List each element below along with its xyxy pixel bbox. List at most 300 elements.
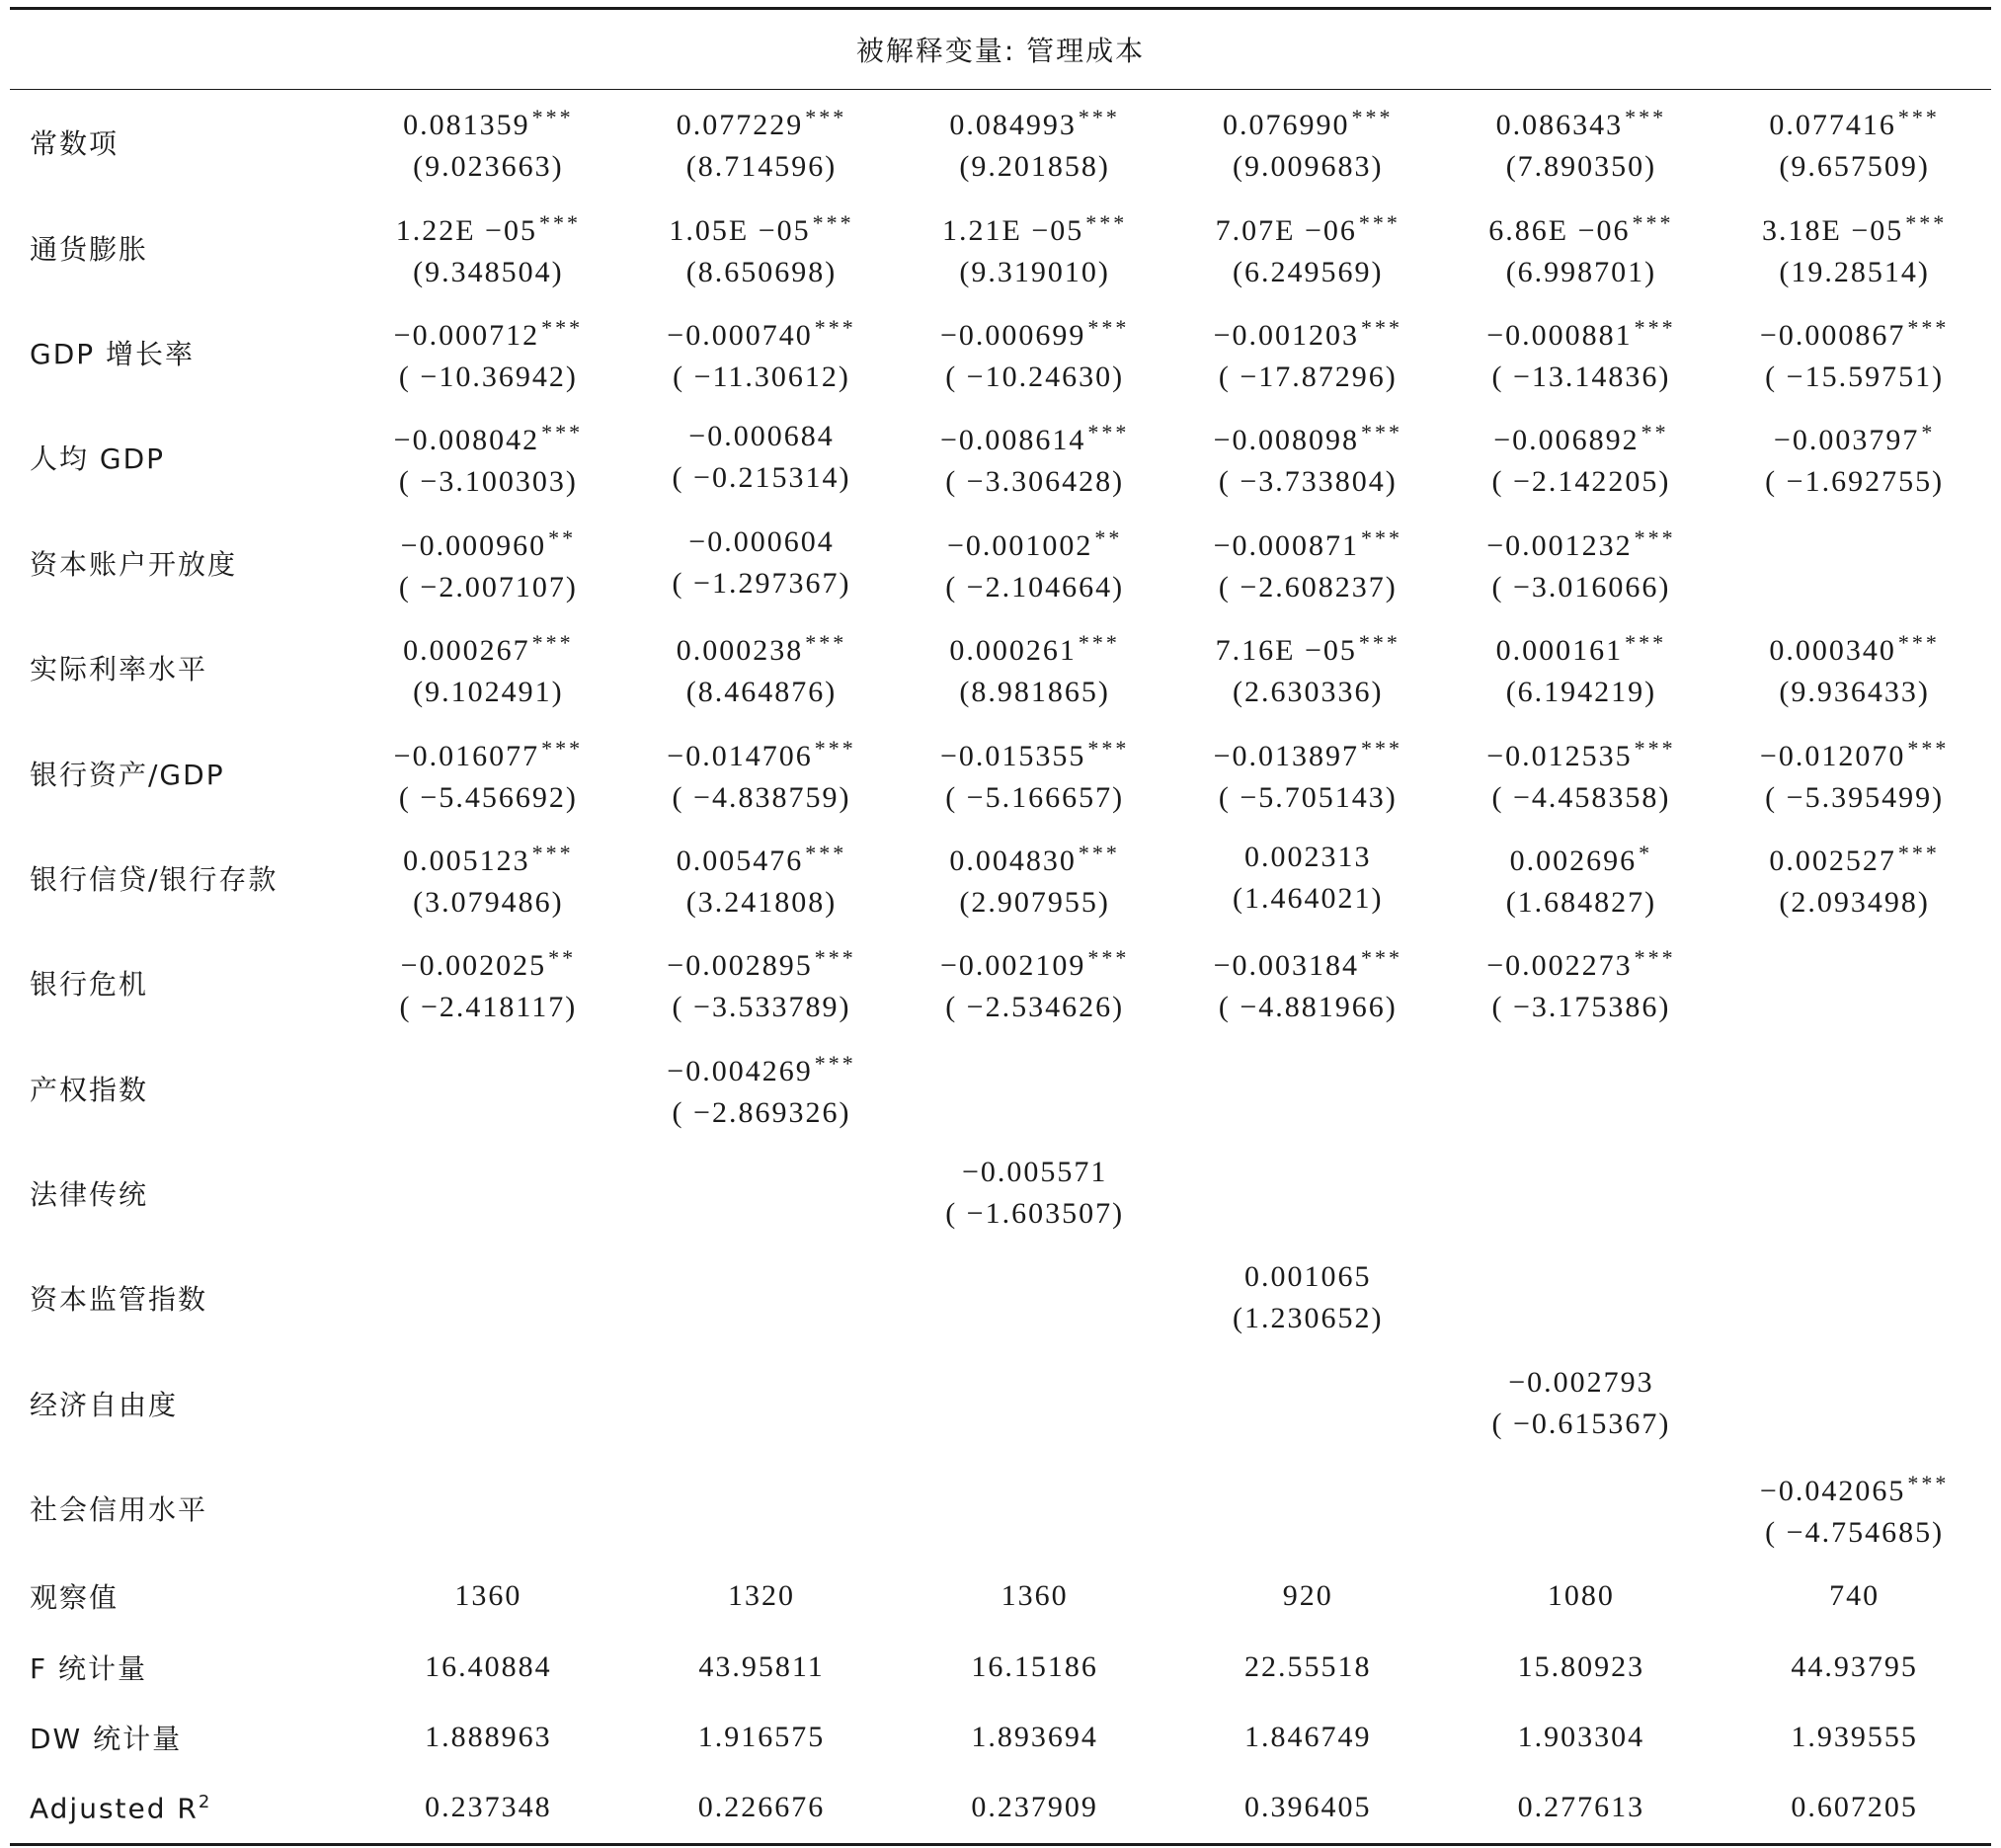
coefficient-cell xyxy=(352,195,625,299)
coefficient-line xyxy=(1171,412,1445,461)
statistic-value: 1.888963 xyxy=(425,1720,552,1753)
statistic-value: 1.939555 xyxy=(1791,1720,1918,1753)
significance-stars: ** xyxy=(1094,524,1123,550)
significance-stars: *** xyxy=(538,209,581,235)
t-statistic: ( −3.016066) xyxy=(1491,570,1671,603)
significance-stars: *** xyxy=(1634,735,1676,761)
coefficient-cell xyxy=(1445,511,1719,615)
coefficient-cell xyxy=(352,511,625,615)
row-label: 资本账户开放度 xyxy=(30,547,238,581)
coefficient-cell xyxy=(1718,1141,1991,1245)
row-label-text: Adjusted R xyxy=(30,1792,199,1824)
significance-stars: *** xyxy=(531,840,574,865)
row-label: 通货膨胀 xyxy=(30,232,149,266)
coefficient-value: −0.003184 xyxy=(1213,949,1359,983)
coefficient-value: 0.086343 xyxy=(1495,109,1624,142)
row-label: 人均 GDP xyxy=(30,442,166,476)
coefficient-value: −0.000604 xyxy=(688,524,835,558)
statistic-value: 1.846749 xyxy=(1244,1720,1372,1753)
coefficient-line xyxy=(1171,622,1445,672)
coefficient-cell xyxy=(352,930,625,1035)
significance-stars: *** xyxy=(1897,840,1940,865)
coefficient-cell xyxy=(1445,90,1719,196)
significance-stars: *** xyxy=(814,314,856,340)
coefficient-line xyxy=(625,937,899,987)
t-statistic: ( −1.603507) xyxy=(945,1197,1125,1231)
coefficient-cell xyxy=(352,90,625,196)
coefficient-value: −0.000740 xyxy=(667,318,813,352)
significance-stars: *** xyxy=(1087,945,1130,971)
coefficient-line xyxy=(898,833,1171,882)
coefficient-line xyxy=(625,728,899,777)
coefficient-line xyxy=(1171,518,1445,567)
significance-stars: *** xyxy=(1907,314,1950,340)
significance-stars: *** xyxy=(1078,630,1120,656)
coefficient-line xyxy=(898,307,1171,357)
coefficient-line xyxy=(625,97,899,146)
coefficient-cell xyxy=(352,1351,625,1456)
significance-stars: *** xyxy=(531,105,574,130)
row-label-text: 观察值 xyxy=(30,1581,120,1615)
coefficient-cell xyxy=(625,826,899,930)
coefficient-value: −0.000867 xyxy=(1759,318,1906,352)
t-statistic: (2.093498) xyxy=(1779,885,1930,919)
coefficient-cell xyxy=(1718,1351,1991,1456)
coefficient-cell xyxy=(625,511,899,615)
statistic-value: 0.237348 xyxy=(352,1773,625,1845)
t-statistic: ( −2.534626) xyxy=(945,991,1125,1024)
coefficient-cell xyxy=(1718,930,1991,1035)
row-label: 法律传统 xyxy=(30,1178,149,1212)
t-statistic: (1.684827) xyxy=(1505,885,1657,919)
coefficient-value: −0.002793 xyxy=(1508,1365,1654,1399)
row-label: 银行资产/GDP xyxy=(30,758,225,791)
coefficient-value: −0.002025 xyxy=(400,949,547,983)
coefficient-cell xyxy=(352,1456,625,1561)
significance-stars: * xyxy=(1921,420,1936,445)
significance-stars: *** xyxy=(1087,420,1130,445)
coefficient-value: −0.015355 xyxy=(939,739,1086,772)
coefficient-cell xyxy=(1718,405,1991,510)
coefficient-cell xyxy=(898,511,1171,615)
significance-stars: *** xyxy=(1634,945,1676,971)
significance-stars: *** xyxy=(1087,314,1130,340)
coefficient-cell xyxy=(1445,720,1719,825)
coefficient-cell xyxy=(898,1036,1171,1141)
coefficient-value: −0.042065 xyxy=(1759,1475,1906,1508)
t-statistic: ( −4.838759) xyxy=(672,780,851,814)
significance-stars: *** xyxy=(1625,630,1667,656)
coefficient-line xyxy=(1718,412,1991,461)
t-statistic: (2.907955) xyxy=(959,885,1110,919)
coefficient-value: 0.000161 xyxy=(1495,634,1624,668)
coefficient-cell xyxy=(898,1456,1171,1561)
coefficient-value: −0.012535 xyxy=(1486,739,1633,772)
t-statistic: ( −5.456692) xyxy=(398,780,578,814)
row-label-superscript: 2 xyxy=(198,1791,212,1812)
coefficient-cell xyxy=(1445,826,1719,930)
significance-stars: *** xyxy=(1907,735,1950,761)
t-statistic: (1.464021) xyxy=(1233,881,1384,915)
table-header-row xyxy=(10,9,1991,90)
coefficient-value: −0.016077 xyxy=(393,739,540,772)
coefficient-line xyxy=(352,728,625,777)
coefficient-cell xyxy=(1718,615,1991,720)
coefficient-line xyxy=(625,522,899,563)
coefficient-row xyxy=(10,1141,1991,1245)
coefficient-cell xyxy=(1171,1036,1445,1141)
t-statistic: ( −1.692755) xyxy=(1765,465,1945,499)
coefficient-line xyxy=(1445,307,1719,357)
row-label: 社会信用水平 xyxy=(30,1493,208,1527)
coefficient-line xyxy=(352,202,625,252)
coefficient-cell xyxy=(1171,195,1445,299)
row-label xyxy=(10,1632,352,1702)
statistic-value: 22.55518 xyxy=(1244,1649,1372,1683)
coefficient-value: 7.16E −05 xyxy=(1215,634,1357,668)
significance-stars: *** xyxy=(1905,209,1948,235)
significance-stars: *** xyxy=(1361,945,1402,971)
coefficient-value: −0.008042 xyxy=(393,424,540,457)
coefficient-value: 1.21E −05 xyxy=(942,213,1084,247)
t-statistic: ( −10.36942) xyxy=(398,360,578,393)
coefficient-cell xyxy=(352,1036,625,1141)
coefficient-value: −0.002895 xyxy=(667,949,813,983)
significance-stars: *** xyxy=(1085,209,1128,235)
coefficient-line xyxy=(1445,1362,1719,1404)
row-label: 产权指数 xyxy=(30,1073,149,1106)
row-label xyxy=(10,1773,352,1845)
significance-stars: * xyxy=(1639,840,1653,865)
t-statistic: ( −5.705143) xyxy=(1218,780,1398,814)
t-statistic: ( −13.14836) xyxy=(1491,360,1671,393)
coefficient-row xyxy=(10,1245,1991,1350)
significance-stars: *** xyxy=(1634,314,1676,340)
t-statistic: (2.630336) xyxy=(1233,676,1384,709)
t-statistic: (9.023663) xyxy=(413,150,564,184)
coefficient-value: −0.013897 xyxy=(1213,739,1359,772)
t-statistic: ( −4.458358) xyxy=(1491,780,1671,814)
t-statistic: ( −2.007107) xyxy=(398,570,578,603)
coefficient-cell xyxy=(1718,300,1991,405)
significance-stars: *** xyxy=(814,1050,856,1076)
coefficient-cell xyxy=(1718,720,1991,825)
significance-stars: *** xyxy=(1078,105,1120,130)
t-statistic: (8.714596) xyxy=(685,150,838,184)
coefficient-cell xyxy=(625,1456,899,1561)
coefficient-value: −0.000684 xyxy=(688,420,835,453)
coefficient-value: 0.002313 xyxy=(1244,840,1372,873)
coefficient-cell xyxy=(625,300,899,405)
coefficient-value: 0.077416 xyxy=(1769,109,1896,142)
significance-stars: *** xyxy=(805,840,847,865)
coefficient-value: −0.002273 xyxy=(1486,949,1633,983)
significance-stars: *** xyxy=(1897,630,1940,656)
t-statistic: (8.981865) xyxy=(959,676,1110,709)
coefficient-cell xyxy=(1171,826,1445,930)
coefficient-line xyxy=(1171,97,1445,146)
t-statistic: ( −2.869326) xyxy=(672,1095,851,1129)
significance-stars: *** xyxy=(1361,314,1402,340)
significance-stars: *** xyxy=(1625,105,1667,130)
t-statistic: ( −15.59751) xyxy=(1765,360,1945,393)
coefficient-value: −0.000960 xyxy=(400,528,547,562)
significance-stars: *** xyxy=(814,945,856,971)
coefficient-value: −0.003797 xyxy=(1773,424,1920,457)
t-statistic: (6.194219) xyxy=(1505,676,1657,709)
coefficient-value: 0.000340 xyxy=(1769,634,1896,668)
statistic-value: 0.396405 xyxy=(1171,1773,1445,1845)
coefficient-line xyxy=(625,202,899,252)
t-statistic: ( −2.418117) xyxy=(399,991,578,1024)
t-statistic: (9.009683) xyxy=(1233,150,1384,184)
coefficient-value: −0.000871 xyxy=(1213,528,1359,562)
t-statistic: ( −3.533789) xyxy=(672,991,851,1024)
coefficient-line xyxy=(352,937,625,987)
coefficient-value: −0.006892 xyxy=(1493,424,1640,457)
statistic-value: 0.277613 xyxy=(1445,1773,1719,1845)
t-statistic: (3.241808) xyxy=(685,885,838,919)
coefficient-value: 0.000238 xyxy=(676,634,804,668)
t-statistic: (6.998701) xyxy=(1505,255,1657,288)
coefficient-line xyxy=(1718,1463,1991,1512)
coefficient-cell xyxy=(1171,90,1445,196)
coefficient-row xyxy=(10,1351,1991,1456)
coefficient-cell xyxy=(352,1141,625,1245)
coefficient-cell xyxy=(1171,511,1445,615)
coefficient-line xyxy=(625,1043,899,1092)
coefficient-cell xyxy=(898,195,1171,299)
coefficient-value: 0.002527 xyxy=(1769,844,1896,877)
coefficient-row xyxy=(10,90,1991,196)
coefficient-line xyxy=(1718,307,1991,357)
t-statistic: ( −10.24630) xyxy=(945,360,1125,393)
coefficient-cell xyxy=(1445,615,1719,720)
significance-stars: *** xyxy=(1361,735,1402,761)
statistic-value: 16.15186 xyxy=(971,1649,1098,1683)
t-statistic: (9.936433) xyxy=(1779,676,1930,709)
coefficient-cell xyxy=(625,405,899,510)
coefficient-cell xyxy=(352,1245,625,1350)
coefficient-row xyxy=(10,405,1991,510)
coefficient-cell xyxy=(1445,930,1719,1035)
coefficient-cell xyxy=(1171,1141,1445,1245)
coefficient-cell xyxy=(1171,1245,1445,1350)
coefficient-value: 7.07E −06 xyxy=(1215,213,1357,247)
coefficient-line xyxy=(1171,837,1445,878)
t-statistic: ( −11.30612) xyxy=(673,360,850,393)
coefficient-row xyxy=(10,720,1991,825)
significance-stars: *** xyxy=(531,630,574,656)
row-label: 经济自由度 xyxy=(30,1388,179,1421)
coefficient-value: 0.081359 xyxy=(403,109,530,142)
significance-stars: *** xyxy=(812,209,854,235)
statistic-value: 16.40884 xyxy=(425,1649,552,1683)
significance-stars: *** xyxy=(1078,840,1120,865)
coefficient-row xyxy=(10,615,1991,720)
coefficient-line xyxy=(1171,728,1445,777)
row-label: 实际利率水平 xyxy=(30,653,208,686)
coefficient-line xyxy=(898,937,1171,987)
coefficient-line xyxy=(1445,833,1719,882)
coefficient-value: 0.002696 xyxy=(1509,844,1638,877)
coefficient-cell xyxy=(625,1141,899,1245)
t-statistic: ( −0.615367) xyxy=(1491,1406,1671,1440)
significance-stars: *** xyxy=(814,735,856,761)
coefficient-cell xyxy=(898,826,1171,930)
coefficient-line xyxy=(352,412,625,461)
coefficient-line xyxy=(1445,728,1719,777)
coefficient-value: −0.008614 xyxy=(939,424,1086,457)
coefficient-value: 0.001065 xyxy=(1244,1260,1372,1294)
t-statistic: ( −5.395499) xyxy=(1765,780,1945,814)
coefficient-value: −0.012070 xyxy=(1759,739,1906,772)
coefficient-cell xyxy=(1171,1456,1445,1561)
row-label-text: DW 统计量 xyxy=(30,1722,183,1755)
row-label: 银行危机 xyxy=(30,968,149,1002)
t-statistic: ( −3.733804) xyxy=(1218,465,1398,499)
significance-stars: *** xyxy=(1087,735,1130,761)
coefficient-line xyxy=(1718,202,1991,252)
coefficient-line xyxy=(1171,202,1445,252)
significance-stars: *** xyxy=(1361,524,1402,550)
t-statistic: (9.102491) xyxy=(413,676,564,709)
coefficient-line xyxy=(625,307,899,357)
coefficient-value: −0.001203 xyxy=(1213,318,1359,352)
coefficient-row xyxy=(10,826,1991,930)
t-statistic: (7.890350) xyxy=(1505,150,1657,184)
coefficient-cell xyxy=(1445,1245,1719,1350)
significance-stars: ** xyxy=(548,945,577,971)
row-label: GDP 增长率 xyxy=(30,337,196,370)
coefficient-cell xyxy=(898,930,1171,1035)
row-label: 资本监管指数 xyxy=(30,1283,208,1317)
statistic-value: 1360 xyxy=(1000,1579,1069,1613)
coefficient-cell xyxy=(625,90,899,196)
statistic-row xyxy=(10,1702,1991,1772)
coefficient-cell xyxy=(1445,300,1719,405)
coefficient-line xyxy=(625,833,899,882)
coefficient-cell xyxy=(1718,1036,1991,1141)
significance-stars: *** xyxy=(541,735,584,761)
coefficient-cell xyxy=(1445,1456,1719,1561)
significance-stars: *** xyxy=(1358,209,1401,235)
t-statistic: ( −3.100303) xyxy=(398,465,578,499)
coefficient-value: 0.000267 xyxy=(403,634,530,668)
coefficient-value: 0.084993 xyxy=(949,109,1077,142)
significance-stars: *** xyxy=(805,630,847,656)
t-statistic: (19.28514) xyxy=(1779,255,1930,288)
coefficient-line xyxy=(1718,622,1991,672)
coefficient-cell xyxy=(1445,405,1719,510)
significance-stars: *** xyxy=(1632,209,1674,235)
coefficient-line xyxy=(352,97,625,146)
t-statistic: (6.249569) xyxy=(1233,255,1384,288)
statistic-value: 1320 xyxy=(728,1579,795,1613)
statistic-value: 1.893694 xyxy=(971,1720,1098,1753)
coefficient-value: 3.18E −05 xyxy=(1762,213,1904,247)
t-statistic: ( −4.881966) xyxy=(1218,991,1398,1024)
coefficient-line xyxy=(625,622,899,672)
coefficient-line xyxy=(625,416,899,457)
t-statistic: (1.230652) xyxy=(1233,1302,1384,1335)
coefficient-value: 1.22E −05 xyxy=(395,213,537,247)
statistic-value: 43.95811 xyxy=(698,1649,825,1683)
significance-stars: *** xyxy=(541,420,584,445)
coefficient-line xyxy=(352,307,625,357)
coefficient-cell xyxy=(625,1245,899,1350)
coefficient-row xyxy=(10,1036,1991,1141)
coefficient-line xyxy=(1171,1256,1445,1298)
statistic-value: 0.607205 xyxy=(1718,1773,1991,1845)
coefficient-cell xyxy=(625,720,899,825)
t-statistic: (8.650698) xyxy=(685,255,838,288)
statistic-value: 1.916575 xyxy=(697,1720,826,1753)
coefficient-cell xyxy=(1171,615,1445,720)
coefficient-cell xyxy=(352,720,625,825)
coefficient-cell xyxy=(1445,1036,1719,1141)
coefficient-line xyxy=(1718,833,1991,882)
coefficient-cell xyxy=(898,300,1171,405)
coefficient-value: −0.000712 xyxy=(393,318,540,352)
significance-stars: *** xyxy=(805,105,847,130)
significance-stars: *** xyxy=(1361,420,1402,445)
t-statistic: (9.201858) xyxy=(959,150,1110,184)
table-body xyxy=(10,90,1991,1845)
coefficient-cell xyxy=(352,405,625,510)
t-statistic: ( −2.608237) xyxy=(1218,570,1398,603)
significance-stars: *** xyxy=(1351,105,1394,130)
coefficient-cell xyxy=(1718,826,1991,930)
coefficient-cell xyxy=(352,300,625,405)
statistic-value: 1360 xyxy=(454,1579,522,1613)
coefficient-line xyxy=(1445,518,1719,567)
coefficient-value: −0.008098 xyxy=(1213,424,1359,457)
significance-stars: *** xyxy=(1907,1471,1950,1496)
statistic-value: 1080 xyxy=(1547,1579,1615,1613)
coefficient-line xyxy=(1445,622,1719,672)
t-statistic: ( −4.754685) xyxy=(1765,1516,1945,1550)
significance-stars: *** xyxy=(1358,630,1401,656)
coefficient-cell xyxy=(898,1245,1171,1350)
coefficient-cell xyxy=(898,405,1171,510)
coefficient-cell xyxy=(625,1036,899,1141)
coefficient-cell xyxy=(898,1141,1171,1245)
coefficient-cell xyxy=(1445,1141,1719,1245)
coefficient-value: −0.005571 xyxy=(961,1156,1108,1189)
statistic-row xyxy=(10,1561,1991,1631)
coefficient-line xyxy=(1718,728,1991,777)
coefficient-cell xyxy=(898,90,1171,196)
coefficient-line xyxy=(1445,937,1719,987)
t-statistic: ( −5.166657) xyxy=(945,780,1125,814)
coefficient-value: −0.004269 xyxy=(667,1054,813,1087)
coefficient-value: −0.000699 xyxy=(939,318,1086,352)
coefficient-value: −0.014706 xyxy=(667,739,813,772)
coefficient-line xyxy=(898,97,1171,146)
t-statistic: ( −1.297367) xyxy=(672,566,851,600)
coefficient-cell xyxy=(1171,405,1445,510)
t-statistic: ( −3.306428) xyxy=(945,465,1125,499)
coefficient-line xyxy=(352,518,625,567)
coefficient-row xyxy=(10,930,1991,1035)
t-statistic: ( −0.215314) xyxy=(672,461,851,495)
row-label: 银行信贷/银行存款 xyxy=(30,862,279,896)
coefficient-line xyxy=(352,833,625,882)
row-label-text: F 统计量 xyxy=(30,1651,148,1685)
coefficient-value: 0.004830 xyxy=(949,844,1077,877)
coefficient-value: −0.000881 xyxy=(1486,318,1633,352)
